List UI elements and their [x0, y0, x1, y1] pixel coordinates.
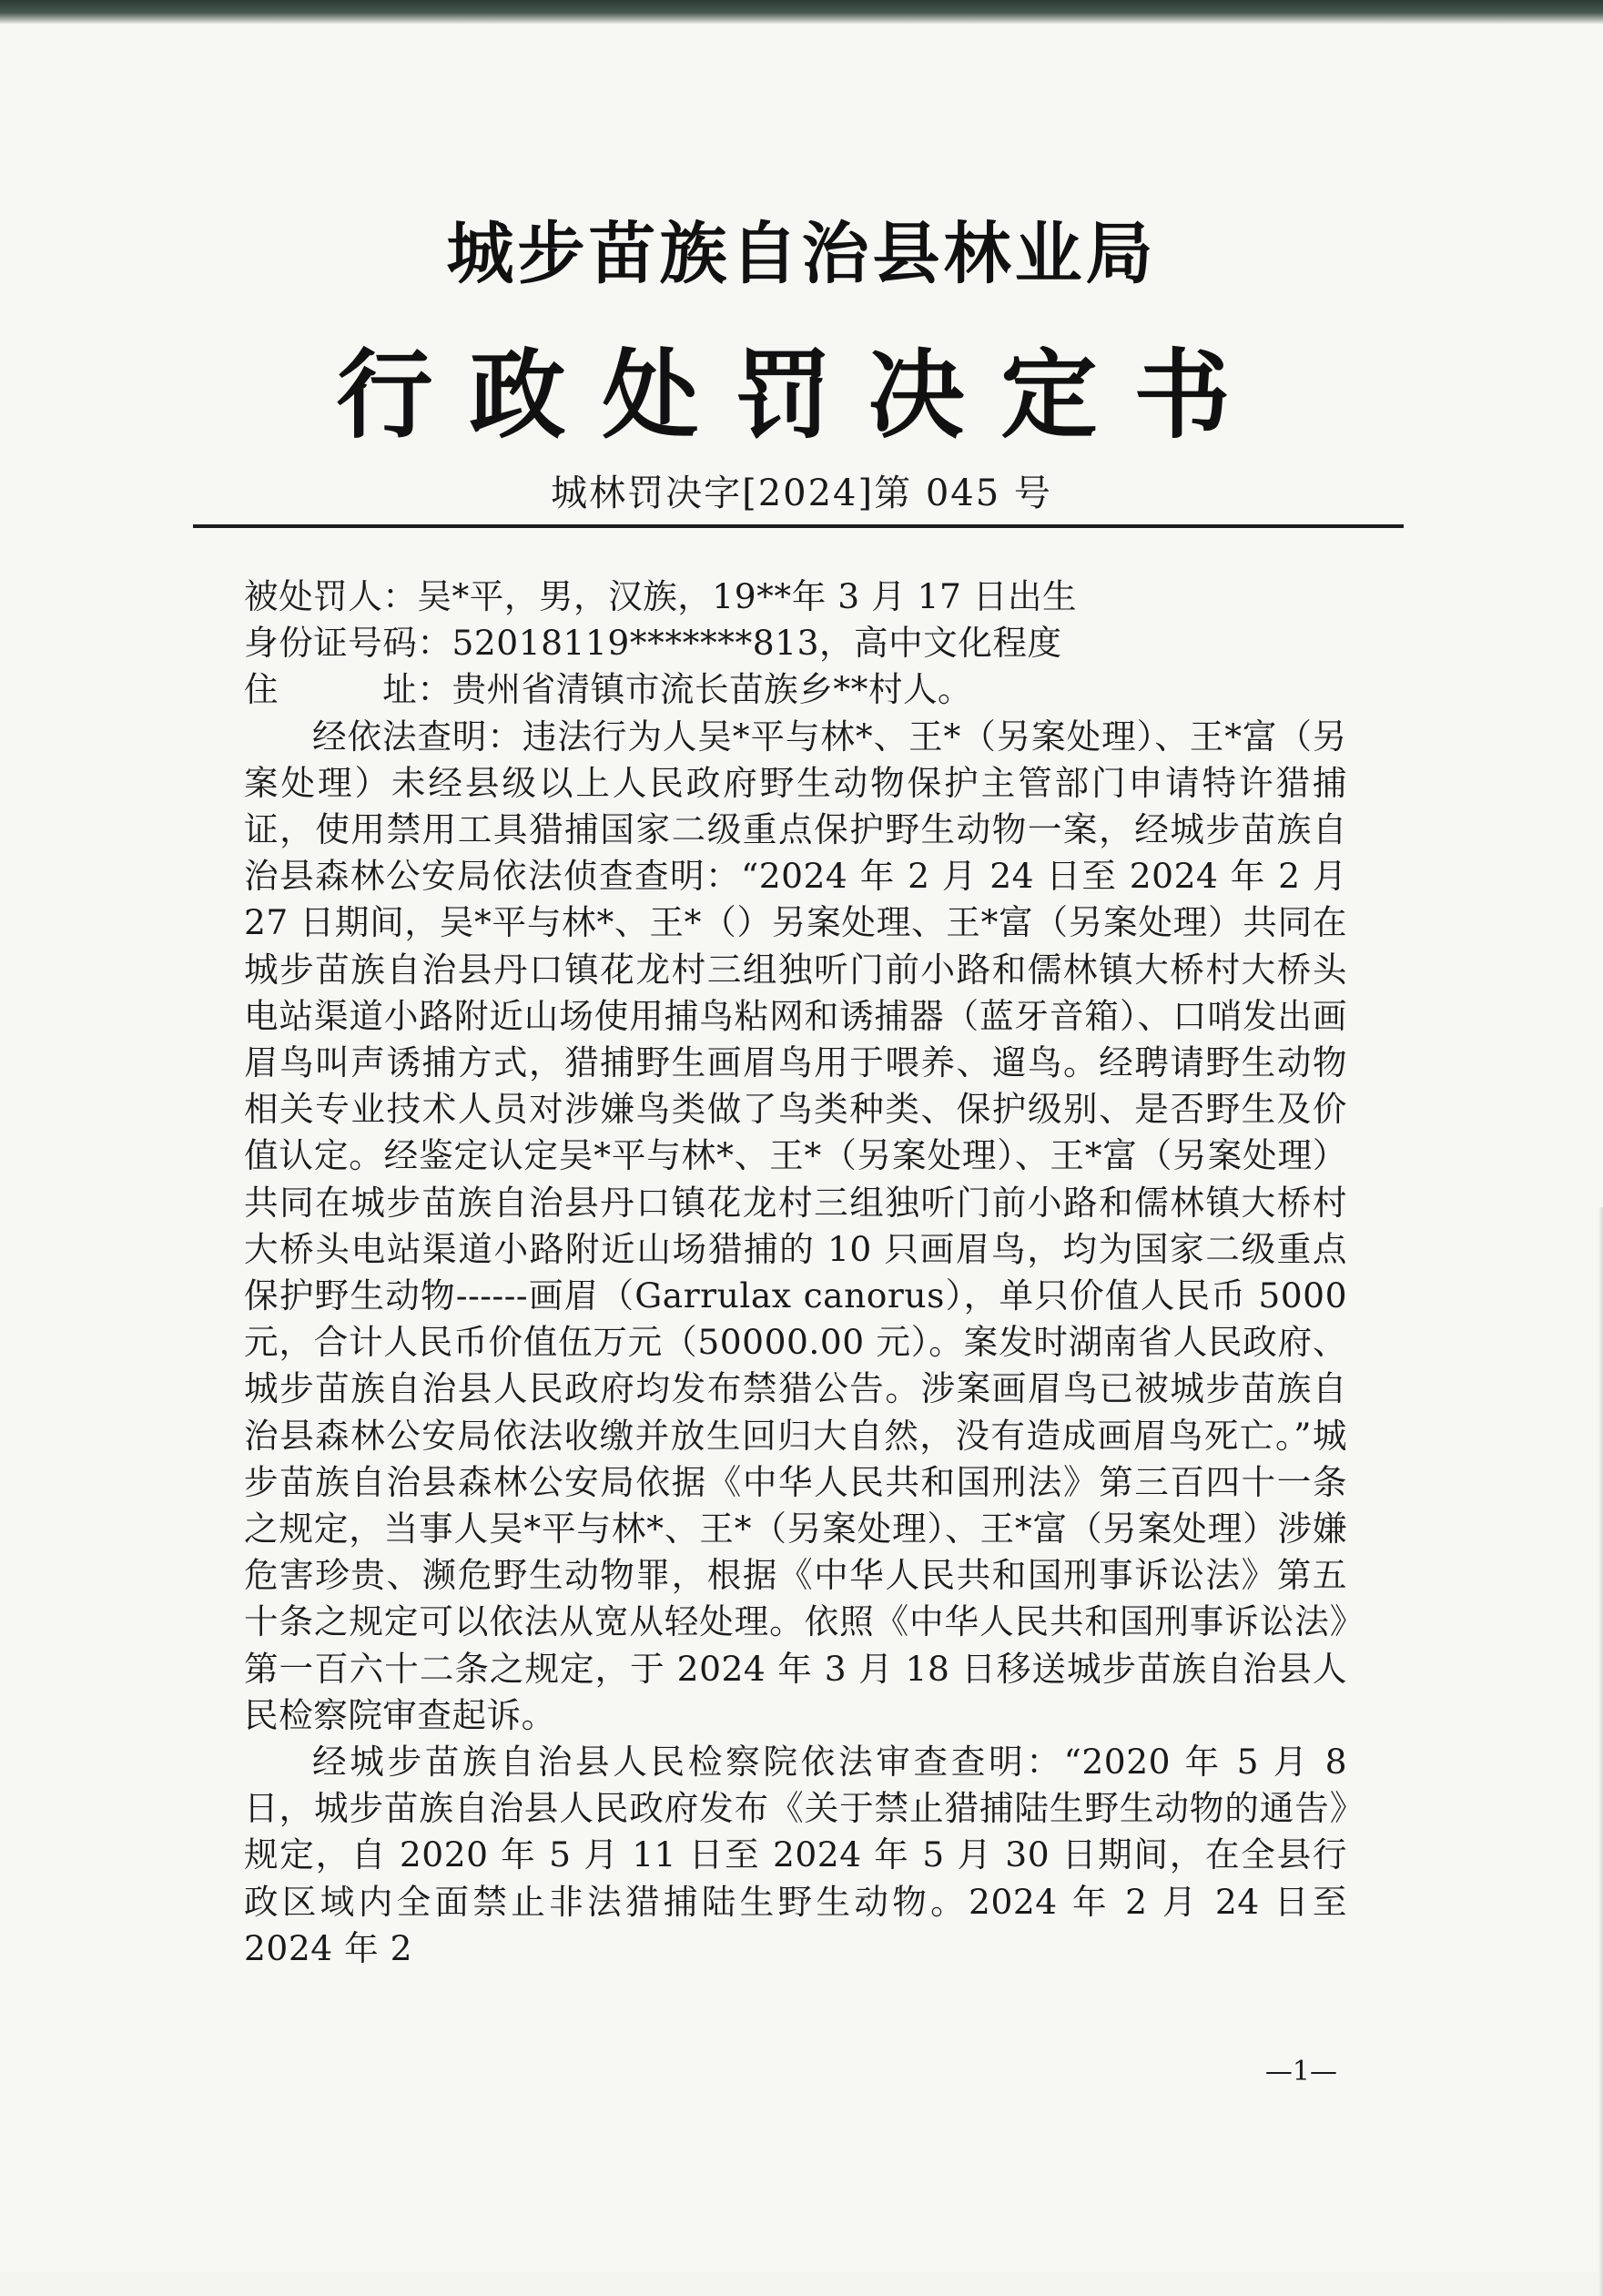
document-body [244, 574, 1347, 1972]
issuing-organization: 城步苗族自治县林业局 [446, 215, 1157, 293]
findings-paragraph: 经依法查明：违法行为人吴*平与林*、王*（另案处理）、王*富（另案处理）未经县级以上人民政府野生动物保护主管部门申请特许猎捕证，使用禁用工具猎捕国家二级重点保护野生动物一案，经城步苗族自治县森林公安局依法侦查查明：“2024 年 2 月 24 日至 2024 年 2 月 27 日期间，吴*平与林*、王*（）另案处理、王*富（另案处理）共同在城步苗族自治县丹口镇花龙村三组独听门前小路和儒林镇大桥村大桥头电站渠道小路附近山场使用捕鸟粘网和诱捕器（蓝牙音箱）、口哨发出画眉鸟叫声诱捕方式，猎捕野生画眉鸟用于喂养、遛鸟。经聘请野生动物相关专业技术人员对涉嫌鸟类做了鸟类种类、保护级别、是否野生及价值认定。经鉴定认定吴*平与林*、王*（另案处理）、王*富（另案处理）共同在城步苗族自治县丹口镇花龙村三组独听门前小路和儒林镇大桥村大桥头电站渠道小路附近山场猎捕的 10 只画眉鸟，均为国家二级重点保护野生动物------画眉（Garrulax canorus），单只价值人民币 5000 元，合计人民币价值伍万元（50000.00 元）。案发时湖南省人民政府、城步苗族自治县人民政府均发布禁猎公告。涉案画眉鸟已被城步苗族自治县森林公安局依法收缴并放生回归大自然，没有造成画眉鸟死亡。”城步苗族自治县森林公安局依据《中华人民共和国刑法》第三百四十一条之规定，当事人吴*平与林*、王*（另案处理）、王*富（另案处理）涉嫌危害珍贵、濒危野生动物罪，根据《中华人民共和国刑事诉讼法》第五十条之规定可以依法从宽从轻处理。依照《中华人民共和国刑事诉讼法》第一百六十二条之规定，于 2024 年 3 月 18 日移送城步苗族自治县人民检察院审查起诉。 [244, 716, 1347, 1735]
document-number: 城林罚决字[2024]第 045 号 [551, 472, 1052, 514]
party-address-line: 住 址：贵州省清镇市流长苗族乡**村人。 [244, 669, 973, 710]
document-title: 行政处罚决定书 [336, 340, 1267, 452]
procuratorate-paragraph: 经城步苗族自治县人民检察院依法审查查明：“2020 年 5 月 8 日，城步苗族自治县人民政府发布《关于禁止猎捕陆生野生动物的通告》规定，自 2020 年 5 月 11 日至 2024 年 5 月 30 日期间，在全县行政区域内全面禁止非法猎捕陆生野生动物。2024 年 2 月 24 日至 2024 年 2 [244, 1742, 1347, 1968]
scan-top-edge [0, 0, 1603, 24]
page-number: —1— [1264, 2056, 1337, 2088]
party-id-line: 身份证号码：52018119*******813，高中文化程度 [244, 623, 1062, 664]
header-divider [193, 524, 1404, 528]
party-name-line: 被处罚人：吴*平，男，汉族，19**年 3 月 17 日出生 [244, 576, 1078, 616]
page-fold-shadow [1598, 1207, 1603, 2296]
